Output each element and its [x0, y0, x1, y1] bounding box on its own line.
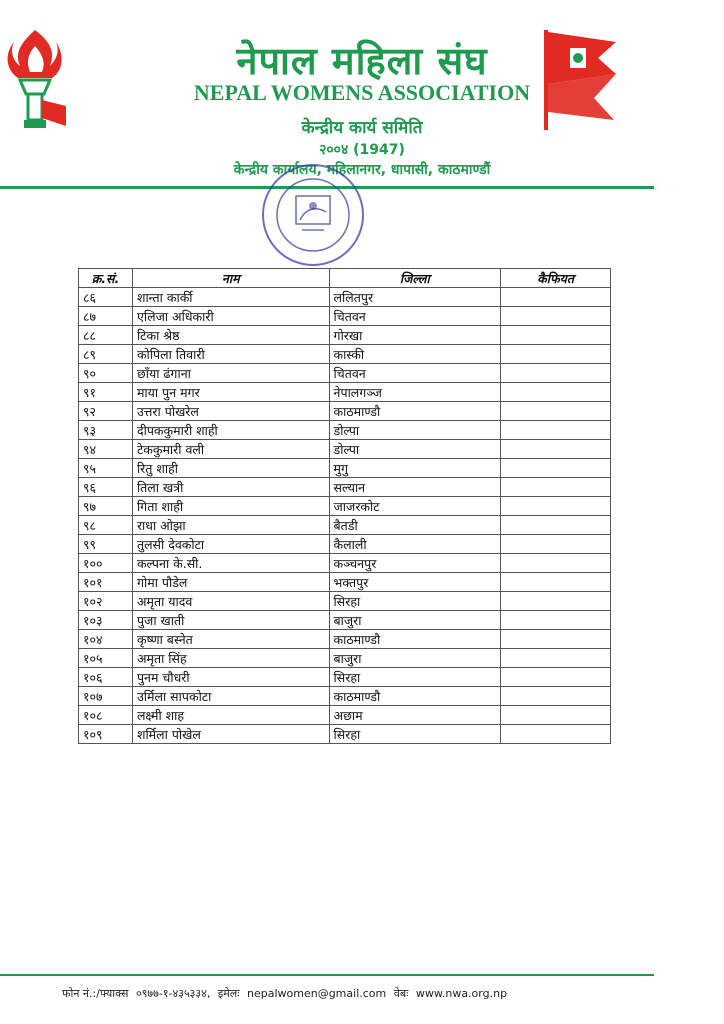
table-row — [79, 307, 611, 326]
serial-cell: ९१ — [79, 383, 133, 402]
serial-cell: ९० — [79, 364, 133, 383]
office-address: केन्द्रीय कार्यालय, महिलानगर, धापासी, काठमाण्डौं — [233, 162, 491, 178]
remarks-cell — [501, 421, 611, 440]
table-row — [79, 535, 611, 554]
district-cell: ललितपुर — [329, 288, 501, 307]
table-row — [79, 592, 611, 611]
name-cell: कृष्णा बस्नेत — [132, 630, 329, 649]
remarks-cell — [501, 440, 611, 459]
remarks-cell — [501, 725, 611, 744]
district-cell: अछाम — [329, 706, 501, 725]
table-row — [79, 573, 611, 592]
district-cell: सिरहा — [329, 668, 501, 687]
serial-cell: ९९ — [79, 535, 133, 554]
serial-cell: ८६ — [79, 288, 133, 307]
remarks-cell — [501, 573, 611, 592]
remarks-cell — [501, 592, 611, 611]
column-header-serial: क्र.सं. — [79, 269, 133, 288]
table-row — [79, 497, 611, 516]
column-header-name: नाम — [132, 269, 329, 288]
name-cell: शर्मिला पोखेल — [132, 725, 329, 744]
footer-divider — [0, 974, 654, 976]
committee-name: केन्द्रीय कार्य समिति — [301, 118, 423, 138]
web-label: वेबः — [393, 987, 409, 1000]
name-cell: कल्पना के.सी. — [132, 554, 329, 573]
name-cell: पुनम चौधरी — [132, 668, 329, 687]
table-row — [79, 706, 611, 725]
name-cell: उर्मिला सापकोटा — [132, 687, 329, 706]
remarks-cell — [501, 668, 611, 687]
table-row — [79, 364, 611, 383]
name-cell: अमृता यादव — [132, 592, 329, 611]
remarks-cell — [501, 383, 611, 402]
table-row — [79, 478, 611, 497]
name-cell: पुजा खाती — [132, 611, 329, 630]
remarks-cell — [501, 459, 611, 478]
table-row — [79, 516, 611, 535]
remarks-cell — [501, 326, 611, 345]
name-cell: अमृता सिंह — [132, 649, 329, 668]
phone-label: फोन नं.:/फ्याक्स — [62, 987, 129, 1000]
table-row — [79, 554, 611, 573]
remarks-cell — [501, 611, 611, 630]
table-row — [79, 630, 611, 649]
remarks-cell — [501, 307, 611, 326]
serial-cell: १०६ — [79, 668, 133, 687]
serial-cell: १०३ — [79, 611, 133, 630]
table-row — [79, 383, 611, 402]
official-seal-stamp — [258, 160, 368, 270]
name-cell: लक्ष्मी शाह — [132, 706, 329, 725]
serial-cell: १०२ — [79, 592, 133, 611]
remarks-cell — [501, 649, 611, 668]
remarks-cell — [501, 402, 611, 421]
district-cell: कैलाली — [329, 535, 501, 554]
district-cell: गोरखा — [329, 326, 501, 345]
district-cell: चितवन — [329, 364, 501, 383]
name-cell: छाँया ढंगाना — [132, 364, 329, 383]
serial-cell: १०७ — [79, 687, 133, 706]
name-cell: तिला खत्री — [132, 478, 329, 497]
table-row — [79, 345, 611, 364]
district-cell: बैतडी — [329, 516, 501, 535]
remarks-cell — [501, 630, 611, 649]
serial-cell: ९३ — [79, 421, 133, 440]
name-cell: दीपककुमारी शाही — [132, 421, 329, 440]
serial-cell: १०९ — [79, 725, 133, 744]
table-row — [79, 402, 611, 421]
district-cell: काठमाण्डौ — [329, 687, 501, 706]
serial-cell: १०४ — [79, 630, 133, 649]
name-cell: टिका श्रेष्ठ — [132, 326, 329, 345]
name-cell: राधा ओझा — [132, 516, 329, 535]
member-list-table — [78, 268, 611, 744]
name-cell: गोमा पौडेल — [132, 573, 329, 592]
district-cell: नेपालगञ्ज — [329, 383, 501, 402]
organization-title-english: NEPAL WOMENS ASSOCIATION — [193, 80, 531, 105]
district-cell: भक्तपुर — [329, 573, 501, 592]
serial-cell: ९६ — [79, 478, 133, 497]
serial-cell: ८८ — [79, 326, 133, 345]
remarks-cell — [501, 364, 611, 383]
name-cell: गिता शाही — [132, 497, 329, 516]
table-row — [79, 326, 611, 345]
district-cell: काठमाण्डौ — [329, 402, 501, 421]
table-header-row — [79, 269, 611, 288]
table-row — [79, 725, 611, 744]
table-row — [79, 649, 611, 668]
column-header-remarks: कैफियत — [501, 269, 611, 288]
district-cell: बाजुरा — [329, 611, 501, 630]
table-row — [79, 288, 611, 307]
district-cell: डोल्पा — [329, 421, 501, 440]
serial-cell: ९८ — [79, 516, 133, 535]
remarks-cell — [501, 554, 611, 573]
table-row — [79, 611, 611, 630]
organization-title-nepali: नेपाल महिला संघ — [236, 39, 488, 83]
serial-cell: १०० — [79, 554, 133, 573]
serial-cell: ९५ — [79, 459, 133, 478]
remarks-cell — [501, 516, 611, 535]
remarks-cell — [501, 497, 611, 516]
table-row — [79, 459, 611, 478]
serial-cell: ९४ — [79, 440, 133, 459]
name-cell: टेककुमारी वली — [132, 440, 329, 459]
district-cell: सल्यान — [329, 478, 501, 497]
district-cell: मुगु — [329, 459, 501, 478]
table-row — [79, 687, 611, 706]
web-address: www.nwa.org.np — [415, 987, 508, 1000]
email-label: इमेलः — [217, 987, 240, 1000]
remarks-cell — [501, 706, 611, 725]
contact-footer — [62, 986, 511, 1001]
serial-cell: १०८ — [79, 706, 133, 725]
serial-cell: १०५ — [79, 649, 133, 668]
district-cell: चितवन — [329, 307, 501, 326]
district-cell: काठमाण्डौ — [329, 630, 501, 649]
phone-number: ०९७७-१-४३५३३४, — [135, 987, 211, 1000]
name-cell: तुलसी देवकोटा — [132, 535, 329, 554]
district-cell: डोल्पा — [329, 440, 501, 459]
table-row — [79, 421, 611, 440]
email-address: nepalwomen@gmail.com — [247, 987, 387, 1000]
serial-cell: ८९ — [79, 345, 133, 364]
column-header-district: जिल्ला — [329, 269, 501, 288]
name-cell: कोपिला तिवारी — [132, 345, 329, 364]
serial-cell: ८७ — [79, 307, 133, 326]
district-cell: जाजरकोट — [329, 497, 501, 516]
remarks-cell — [501, 687, 611, 706]
remarks-cell — [501, 288, 611, 307]
name-cell: शान्ता कार्की — [132, 288, 329, 307]
name-cell: उत्तरा पोखरेल — [132, 402, 329, 421]
name-cell: माया पुन मगर — [132, 383, 329, 402]
remarks-cell — [501, 345, 611, 364]
name-cell: एलिजा अधिकारी — [132, 307, 329, 326]
table-row — [79, 668, 611, 687]
district-cell: सिरहा — [329, 725, 501, 744]
table-row — [79, 440, 611, 459]
district-cell: बाजुरा — [329, 649, 501, 668]
serial-cell: ९७ — [79, 497, 133, 516]
remarks-cell — [501, 478, 611, 497]
district-cell: सिरहा — [329, 592, 501, 611]
serial-cell: १०१ — [79, 573, 133, 592]
remarks-cell — [501, 535, 611, 554]
established-year: २००४ (1947) — [319, 142, 405, 158]
district-cell: कास्की — [329, 345, 501, 364]
serial-cell: ९२ — [79, 402, 133, 421]
district-cell: कञ्चनपुर — [329, 554, 501, 573]
name-cell: रितु शाही — [132, 459, 329, 478]
